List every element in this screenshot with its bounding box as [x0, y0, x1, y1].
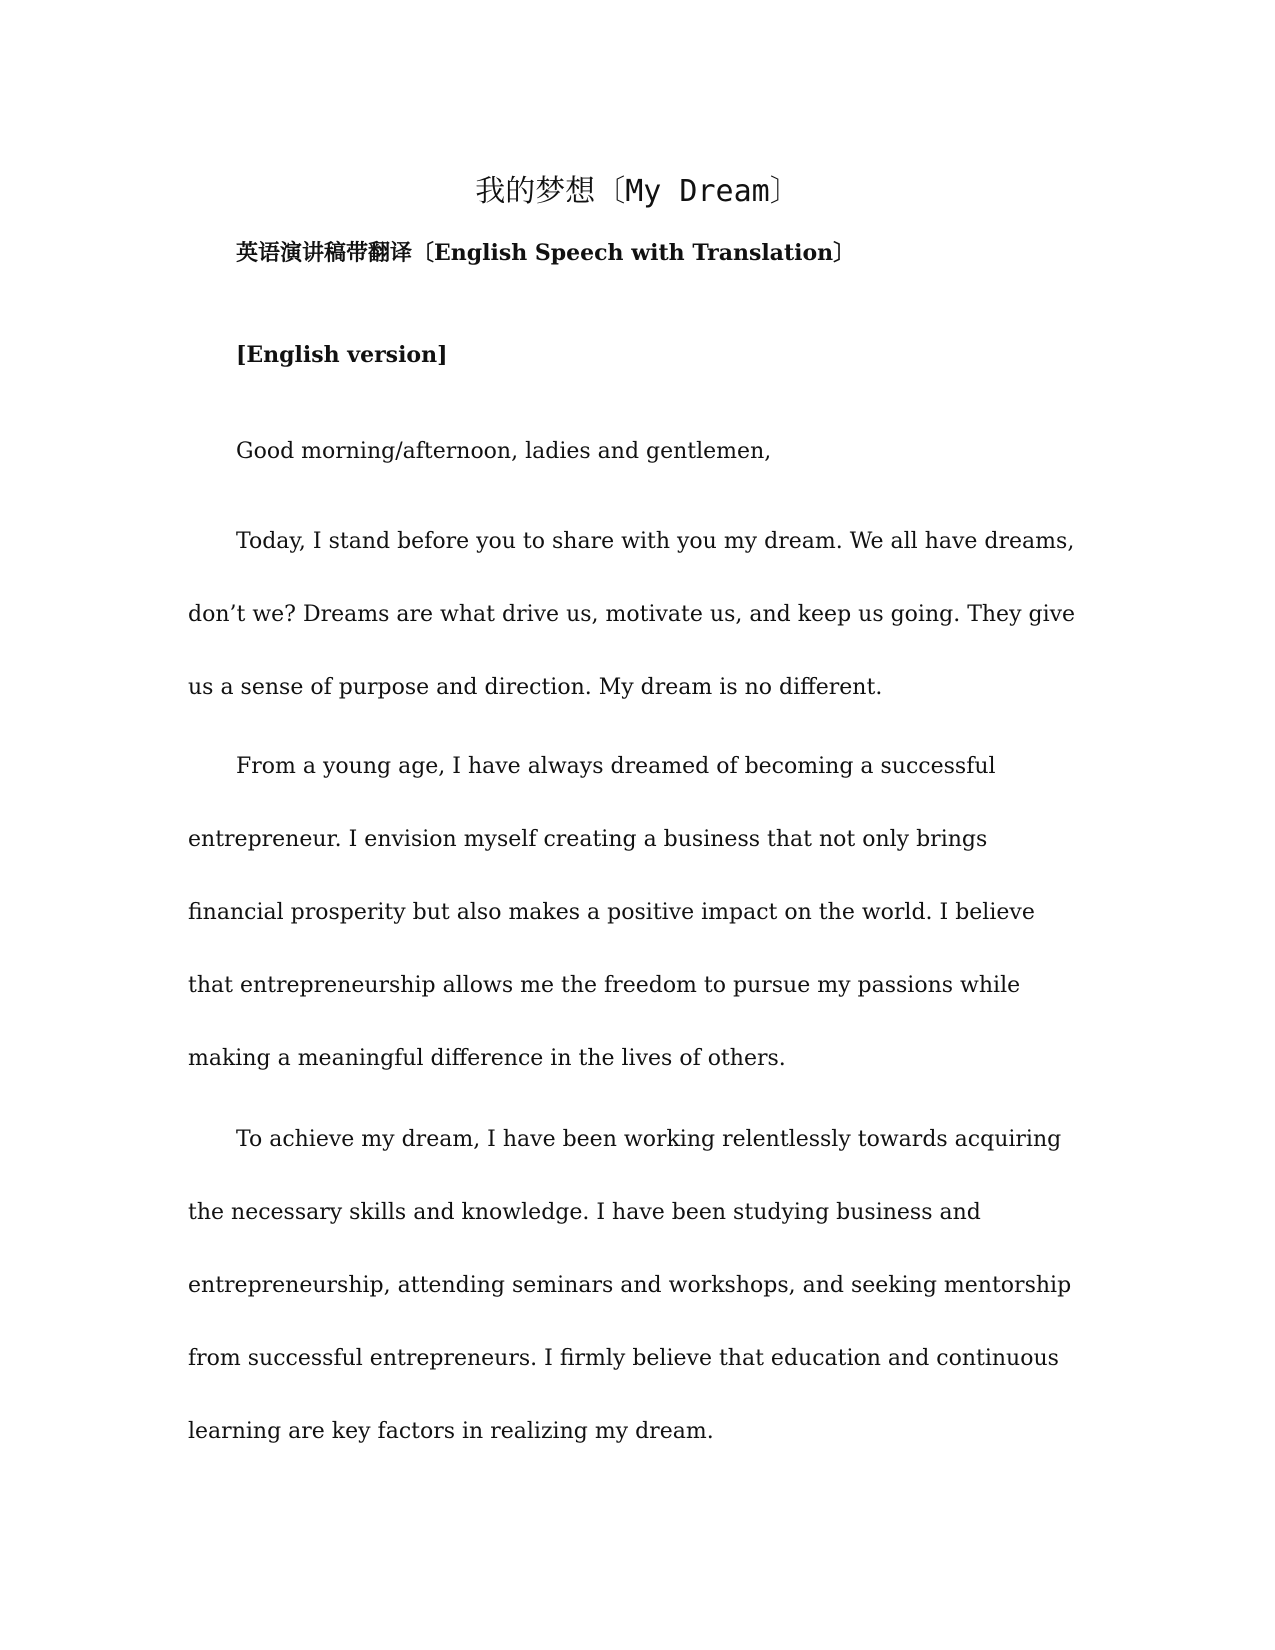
paragraph-intro: Today, I stand before you to share with you my dream. We all have dreams, don’t we? Dreams are what drive us, motivate us, and keep us going. They give us a sense of purpose and direction. My dream is no different. [188, 529, 1076, 700]
paragraph-achieve: To achieve my dream, I have been working relentlessly towards acquiring the necessary skills and knowledge. I have been studying business and entrepreneurship, attending seminars and workshops, and seeking mentorship from successful entrepreneurs. I firmly believe that education and continuous learning are key factors in realizing my dream. [188, 1127, 1072, 1444]
paragraph-dream: From a young age, I have always dreamed of becoming a successful entrepreneur. I envision myself creating a business that not only brings financial prosperity but also makes a positive impact on the world. I believe that entrepreneurship allows me the freedom to pursue my passions while making a meaningful difference in the lives of others. [188, 754, 1035, 1071]
paragraph-greeting: Good morning/afternoon, ladies and gentlemen, [236, 439, 772, 464]
section-label-english-version: [English version] [236, 342, 448, 368]
document-title: 我的梦想〔My Dream〕 [475, 174, 800, 209]
document-subtitle: 英语演讲稿带翻译〔English Speech with Translation〕 [236, 240, 856, 266]
